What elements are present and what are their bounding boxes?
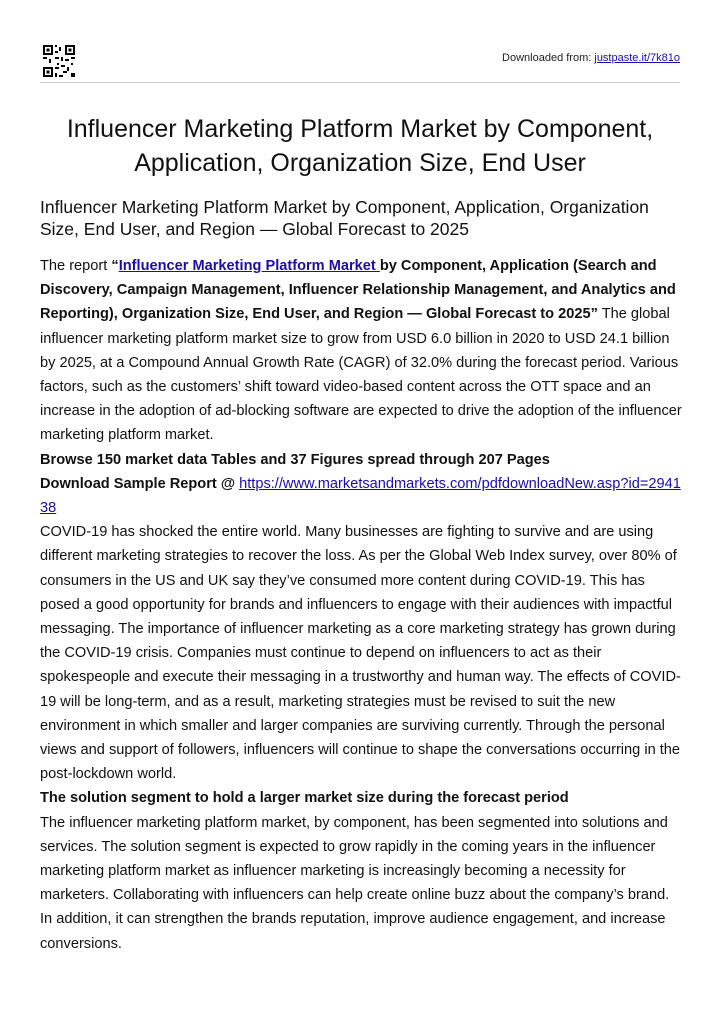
solution-paragraph: The influencer marketing platform market, by component, has been segmented into solutions and services. The solution segment is expected to grow rapidly in the coming years in the influencer marketing platform market as influencer marketing is increasingly becoming a necessity for marketers. Collaborating with influencers can help create online buzz about the company’s brand. In addition, it can strengthen the brands reputation, improve audience engagement, and increase conversions.	[40, 814, 670, 952]
page-title: Influencer Marketing Platform Market by Component, Application, Organization Size, End User	[66, 115, 654, 177]
source-link[interactable]: justpaste.it/7k81o	[594, 52, 680, 64]
browse-line: Browse 150 market data Tables and 37 Figures spread through 207 Pages	[40, 451, 550, 468]
article-body	[40, 254, 682, 956]
header-divider	[40, 82, 680, 83]
report-title-link[interactable]: Influencer Marketing Platform Market	[118, 258, 380, 274]
intro-paragraph	[40, 254, 682, 448]
page-subtitle: Influencer Marketing Platform Market by Component, Application, Organization Size, End User, and Region — Global Forecast to 2025	[40, 197, 649, 239]
download-sample-line	[40, 472, 682, 520]
intro-prefix: The report	[40, 258, 112, 274]
covid-paragraph: COVID-19 has shocked the entire world. Many businesses are fighting to survive and are using different marketing strategies to recover the loss. As per the Global Web Index survey, over 80% of consumers in the US and UK say they’ve consumed more content during COVID-19. This has posed a good opportunity for brands and influencers to engage with their audiences with impactful messaging. The importance of influencer marketing as a core marketing strategy has grown during the COVID-19 crisis. Companies must continue to depend on influencers to act as their spokespeople and execute their messaging in a trustworthy and human way. The effects of COVID-19 will be long-term, and as a result, marketing strategies must be revised to suit the new environment in which smaller and larger companies are surviving currently. Through the personal views and support of followers, influencers will continue to shape the conversations occurring in the post-lockdown world.	[40, 524, 681, 783]
downloaded-from-label: Downloaded from:	[502, 52, 592, 64]
report-title-bold: by Component, Application (Search and Discovery, Campaign Management, Influencer Relationship Management, and Analytics and Reporting), Organization Size, End User, and Region — Global Forecast to 2025”	[40, 258, 676, 323]
intro-text: The global influencer marketing platform market size to grow from USD 6.0 billion in 2020 to USD 24.1 billion by 2025, at a Compound Annual Growth Rate (CAGR) of 32.0% during the forecast period. Various factors, such as the customers’ shift toward video-based content across the OTT space and an increase in the adoption of ad-blocking software are expected to drive the adoption of the influencer marketing platform market.	[40, 306, 682, 444]
download-sample-label: Download Sample Report @	[40, 475, 240, 492]
download-source-line	[502, 52, 680, 64]
solution-heading: The solution segment to hold a larger market size during the forecast period	[40, 790, 569, 807]
intro-open-quote: “	[111, 258, 119, 274]
qr-code-icon	[42, 44, 76, 78]
download-sample-link[interactable]: https://www.marketsandmarkets.com/pdfdownloadNew.asp?id=294138	[40, 475, 681, 517]
